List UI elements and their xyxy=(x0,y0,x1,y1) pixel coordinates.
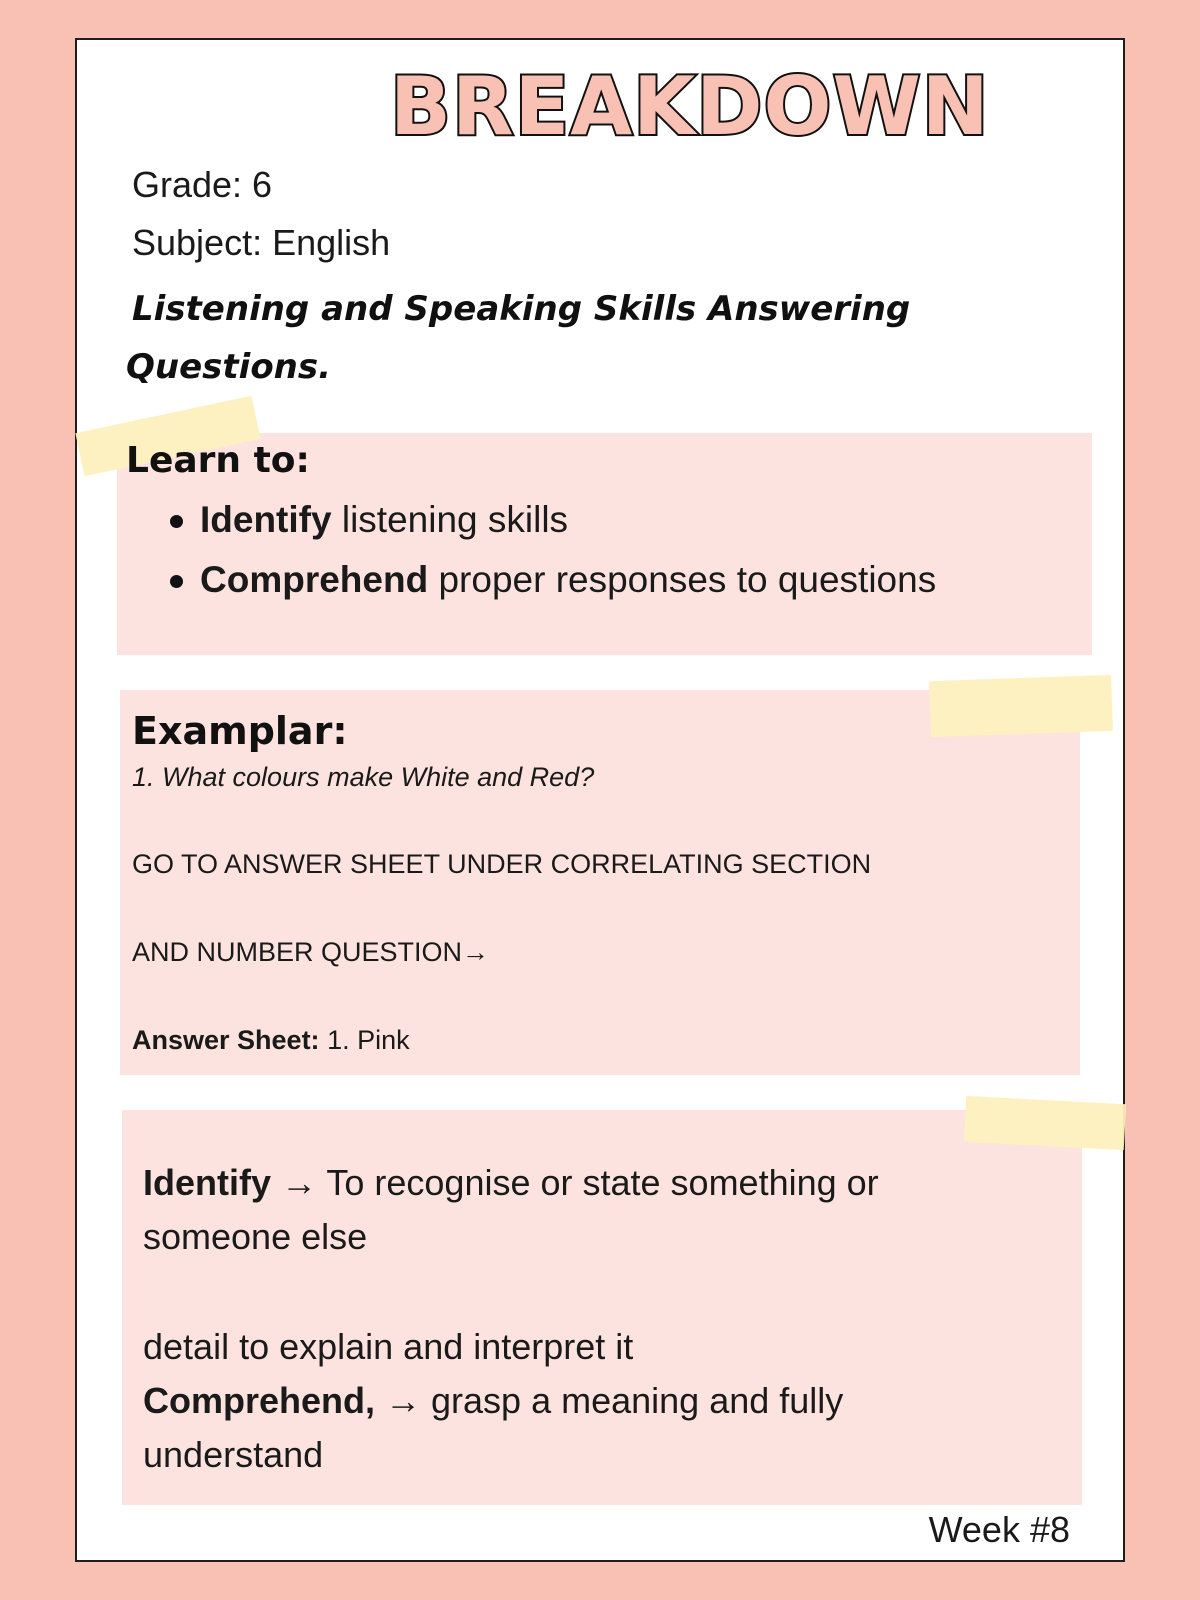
comprehend-definition-cont: understand xyxy=(143,1434,324,1475)
answer-value: 1. Pink xyxy=(319,1025,410,1055)
learn-item-term: Comprehend xyxy=(200,559,429,600)
learn-item-term: Identify xyxy=(200,499,332,540)
learn-heading: Learn to: xyxy=(126,440,310,481)
identify-definition xyxy=(143,1156,1023,1210)
lesson-topic xyxy=(126,280,1086,396)
comprehend-definition xyxy=(143,1374,1023,1428)
learn-item-text: listening skills xyxy=(331,499,569,540)
examplar-instruction-2: AND NUMBER QUESTION→ xyxy=(132,937,490,967)
week-label: Week #8 xyxy=(928,1509,1070,1550)
comprehend-term: Comprehend, xyxy=(143,1380,376,1421)
answer-label: Answer Sheet: xyxy=(132,1025,320,1055)
detail-text: detail to explain and interpret it xyxy=(143,1326,634,1367)
subject-label: Subject: English xyxy=(132,222,391,263)
lesson-topic-line2: Questions. xyxy=(126,347,332,387)
identify-definition-cont: someone else xyxy=(143,1216,368,1257)
learn-list xyxy=(158,490,936,610)
identify-text: → To recognise or state something or xyxy=(271,1162,879,1203)
tape-decoration xyxy=(964,1096,1126,1150)
answer-sheet-line xyxy=(132,1020,410,1060)
page-title: BREAKDOWN xyxy=(390,60,990,153)
examplar-heading: Examplar: xyxy=(132,709,348,753)
lesson-topic-line1: Listening and Speaking Skills Answering xyxy=(132,289,911,329)
list-item xyxy=(158,490,936,550)
examplar-instruction-1: GO TO ANSWER SHEET UNDER CORRELATING SECTION xyxy=(132,849,872,879)
tape-decoration xyxy=(929,675,1113,737)
comprehend-text: → grasp a meaning and fully xyxy=(375,1380,844,1421)
identify-term: Identify xyxy=(143,1162,272,1203)
list-item xyxy=(158,550,936,610)
learn-item-text: proper responses to questions xyxy=(428,559,937,600)
grade-label: Grade: 6 xyxy=(132,164,273,205)
examplar-question: 1. What colours make White and Red? xyxy=(132,762,595,792)
